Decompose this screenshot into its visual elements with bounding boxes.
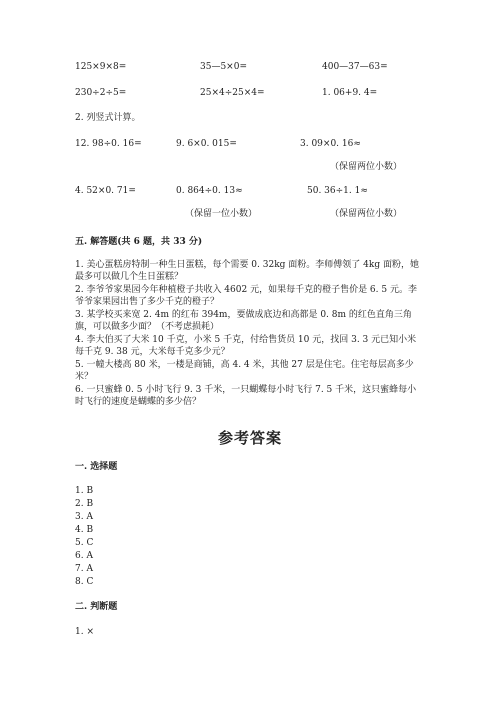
vertical-item: 3. 09×0. 16≈ bbox=[300, 139, 361, 149]
calc-item: 25×4÷25×4= bbox=[200, 88, 265, 98]
answer-item: 1. B bbox=[75, 486, 94, 496]
calc-item: 230÷2÷5= bbox=[75, 88, 127, 98]
section-heading: 二. 判断题 bbox=[75, 602, 118, 612]
word-problem: 6. 一只蜜蜂 0. 5 小时飞行 9. 3 千米，一只蝴蝶每小时飞行 7. 5 千米，这只蜜蜂每小时飞行的速度是蝴蝶的多少倍？ bbox=[75, 385, 417, 408]
word-problem: 3. 某学校买来宽 2. 4m 的红布 394m，要做成底边和高都是 0. 8m 的红色直角三角旗，可以做多少面？（不考虑损耗） bbox=[75, 310, 412, 333]
word-problem: 2. 李爷爷家果园今年种植橙子共收入 4602 元，如果每千克的橙子售价是 6. 5 元。李爷爷家果园出售了多少千克的橙子？ bbox=[75, 285, 417, 308]
answer-item: 2. B bbox=[75, 499, 94, 509]
answer-item: 8. C bbox=[75, 577, 94, 587]
answer-item: 7. A bbox=[75, 564, 93, 574]
calc-item: 125×9×8= bbox=[75, 62, 127, 72]
answer-item: 1. × bbox=[75, 627, 94, 637]
answers-title: 参考答案 bbox=[217, 429, 282, 447]
calc-item: 35—5×0= bbox=[200, 62, 247, 72]
rounding-note: （保留一位小数） bbox=[185, 209, 258, 219]
word-problem: 4. 李大伯买了大米 10 千克，小米 5 千克，付给售货员 10 元，找回 3. 3 元已知小米每千克 9. 38 元，大米每千克多少元？ bbox=[75, 335, 417, 358]
vertical-item: 0. 864÷0. 13≈ bbox=[176, 186, 243, 196]
vertical-item: 50. 36÷1. 1≈ bbox=[307, 186, 368, 196]
answer-item: 6. A bbox=[75, 551, 93, 561]
section-heading: 五. 解答题(共 6 题，共 33 分) bbox=[75, 237, 203, 247]
vertical-item: 12. 98÷0. 16= bbox=[75, 139, 142, 149]
section-heading: 一. 选择题 bbox=[75, 462, 118, 472]
answer-item: 3. A bbox=[75, 512, 93, 522]
answer-item: 5. C bbox=[75, 538, 94, 548]
word-problem: 5. 一幢大楼高 80 米，一楼是商铺，高 4. 4 米，其他 27 层是住宅。住宅每层高多少米？ bbox=[75, 360, 414, 383]
rounding-note: （保留两位小数） bbox=[330, 209, 403, 219]
vertical-item: 4. 52×0. 71= bbox=[75, 186, 136, 196]
word-problem: 1. 美心蛋糕房特制一种生日蛋糕，每个需要 0. 32kg 面粉。李师傅领了 4kg 面粉，她最多可以做几个生日蛋糕？ bbox=[75, 260, 419, 283]
section-heading: 2. 列竖式计算。 bbox=[75, 113, 141, 123]
calc-item: 400—37—63= bbox=[322, 62, 388, 72]
answer-item: 4. B bbox=[75, 525, 94, 535]
calc-item: 1. 06+9. 4= bbox=[322, 88, 378, 98]
vertical-item: 9. 6×0. 015= bbox=[176, 139, 237, 149]
rounding-note: （保留两位小数） bbox=[330, 162, 403, 172]
